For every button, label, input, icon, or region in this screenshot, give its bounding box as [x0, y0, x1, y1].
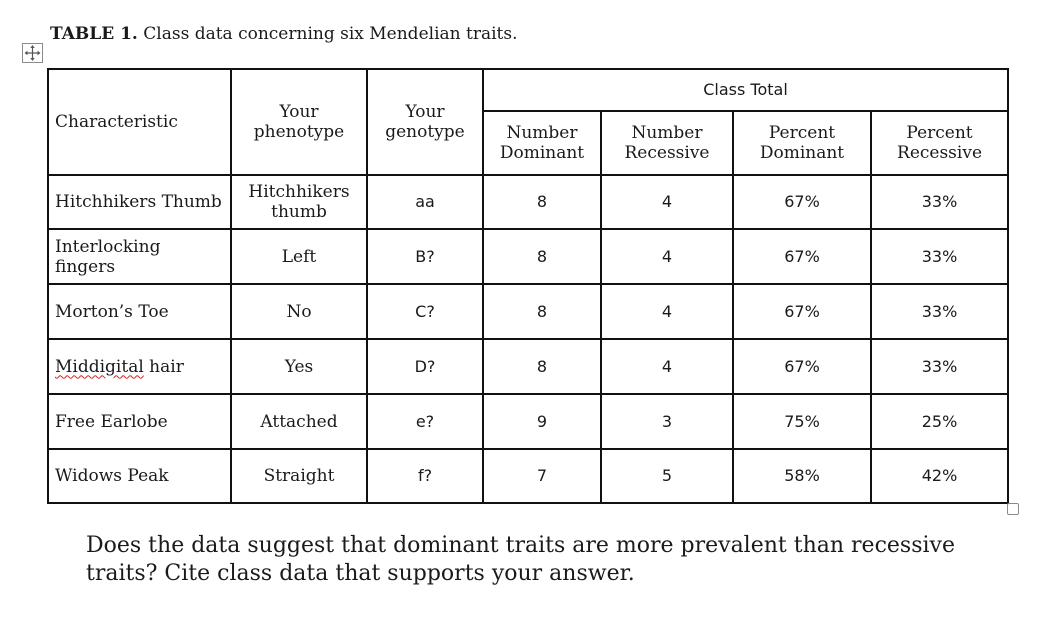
cell-number-dominant: 8: [483, 339, 601, 394]
cell-genotype: aa: [367, 175, 483, 229]
cell-percent-dominant: 67%: [733, 339, 871, 394]
header-class-total: Class Total: [483, 69, 1008, 111]
cell-percent-dominant: 75%: [733, 394, 871, 449]
cell-phenotype: Straight: [231, 449, 367, 503]
table-caption-label: TABLE 1.: [50, 24, 138, 44]
cell-number-dominant: 8: [483, 229, 601, 284]
cell-number-dominant: 8: [483, 175, 601, 229]
table-row: [48, 284, 1008, 339]
cell-number-dominant: 8: [483, 284, 601, 339]
table-resize-handle[interactable]: [1007, 503, 1019, 515]
mendelian-traits-table: [47, 68, 1009, 504]
cell-percent-dominant: 67%: [733, 175, 871, 229]
table-row: [48, 339, 1008, 394]
cell-genotype: D?: [367, 339, 483, 394]
question-paragraph: Does the data suggest that dominant traits are more prevalent than recessive traits? Cite class data that supports your answer.: [86, 533, 955, 586]
table-row: [48, 229, 1008, 284]
table-caption: [50, 24, 517, 44]
cell-number-dominant: 9: [483, 394, 601, 449]
cell-percent-dominant: 67%: [733, 284, 871, 339]
cell-number-recessive: 4: [601, 284, 733, 339]
cell-phenotype: Hitchhikers thumb: [231, 175, 367, 229]
cell-characteristic: Hitchhikers Thumb: [48, 175, 231, 229]
cell-characteristic: Free Earlobe: [48, 394, 231, 449]
table-caption-text: Class data concerning six Mendelian traits.: [143, 24, 518, 44]
cell-phenotype: Attached: [231, 394, 367, 449]
cell-percent-dominant: 67%: [733, 229, 871, 284]
header-percent-dominant: Percent Dominant: [733, 111, 871, 175]
cell-number-recessive: 3: [601, 394, 733, 449]
cell-characteristic-rest: hair: [143, 356, 184, 377]
cell-number-recessive: 4: [601, 229, 733, 284]
cell-genotype: C?: [367, 284, 483, 339]
cell-percent-recessive: 33%: [871, 175, 1008, 229]
cell-phenotype: Yes: [231, 339, 367, 394]
cell-percent-dominant: 58%: [733, 449, 871, 503]
cell-characteristic: Widows Peak: [48, 449, 231, 503]
header-characteristic: Characteristic: [48, 69, 231, 175]
cell-characteristic: [48, 339, 231, 394]
cell-genotype: B?: [367, 229, 483, 284]
cell-percent-recessive: 33%: [871, 229, 1008, 284]
table-row: [48, 449, 1008, 503]
cell-characteristic: Morton’s Toe: [48, 284, 231, 339]
cell-percent-recessive: 42%: [871, 449, 1008, 503]
cell-phenotype: Left: [231, 229, 367, 284]
header-percent-recessive: Percent Recessive: [871, 111, 1008, 175]
cell-percent-recessive: 25%: [871, 394, 1008, 449]
cell-percent-recessive: 33%: [871, 284, 1008, 339]
cell-genotype: f?: [367, 449, 483, 503]
table-move-handle[interactable]: [22, 43, 43, 63]
header-phenotype: Your phenotype: [231, 69, 367, 175]
cell-number-recessive: 5: [601, 449, 733, 503]
cell-number-recessive: 4: [601, 175, 733, 229]
header-genotype: Your genotype: [367, 69, 483, 175]
spelling-error-word[interactable]: Middigital: [55, 356, 144, 377]
table-row: [48, 175, 1008, 229]
header-number-dominant: Number Dominant: [483, 111, 601, 175]
cell-genotype: e?: [367, 394, 483, 449]
table-row: [48, 394, 1008, 449]
cell-phenotype: No: [231, 284, 367, 339]
cell-number-dominant: 7: [483, 449, 601, 503]
cell-percent-recessive: 33%: [871, 339, 1008, 394]
move-icon: [23, 44, 42, 62]
header-number-recessive: Number Recessive: [601, 111, 733, 175]
cell-number-recessive: 4: [601, 339, 733, 394]
cell-characteristic: Interlocking fingers: [48, 229, 231, 284]
